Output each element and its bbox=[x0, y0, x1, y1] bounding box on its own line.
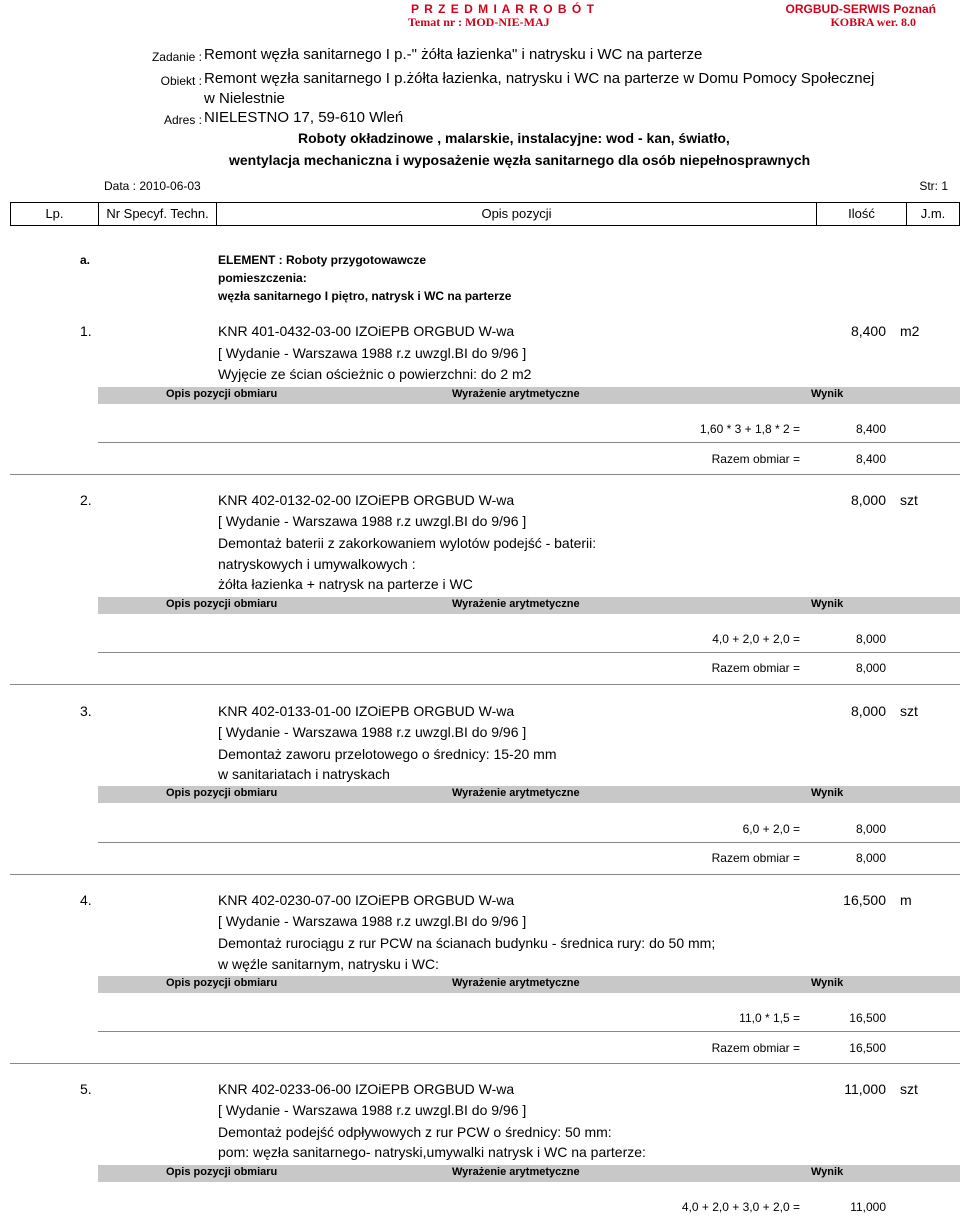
element-letter: a. bbox=[80, 253, 91, 267]
band-opis: Opis pozycji obmiaru bbox=[166, 977, 278, 989]
item-description: żółta łazienka + natrysk na parterze i WC bbox=[218, 576, 473, 592]
item-quantity: 16,500 bbox=[843, 892, 886, 908]
item-edition: [ Wydanie - Warszawa 1988 r.z uwzgl.BI do 9/96 ] bbox=[218, 513, 527, 529]
item-description: pom: węzła sanitarnego- natryski,umywalki natrysk i WC na parterze: bbox=[218, 1144, 646, 1160]
divider bbox=[10, 874, 960, 875]
item-number: 3. bbox=[80, 703, 92, 719]
item-description: Wyjęcie ze ścian ościeżnic o powierzchni: do 2 m2 bbox=[218, 366, 532, 382]
razem-value: 8,400 bbox=[855, 452, 886, 466]
item-quantity: 8,400 bbox=[850, 323, 886, 339]
band-opis: Opis pozycji obmiaru bbox=[166, 787, 278, 799]
obiekt-label: Obiekt : bbox=[160, 74, 202, 88]
divider bbox=[10, 684, 960, 685]
band-opis: Opis pozycji obmiaru bbox=[166, 1166, 278, 1178]
col-nr-specyf: Nr Specyf. Techn. bbox=[99, 203, 217, 225]
measurement-header-band bbox=[98, 976, 960, 993]
item-unit: szt bbox=[900, 1081, 918, 1097]
program-title: P R Z E D M I A R R O B Ó T bbox=[411, 2, 595, 16]
item-edition: [ Wydanie - Warszawa 1988 r.z uwzgl.BI do 9/96 ] bbox=[218, 913, 527, 929]
measurement-result: 16,500 bbox=[849, 1011, 886, 1025]
item-edition: [ Wydanie - Warszawa 1988 r.z uwzgl.BI do 9/96 ] bbox=[218, 724, 527, 740]
item-unit: szt bbox=[900, 703, 918, 719]
item-unit: m bbox=[900, 892, 912, 908]
razem-value: 8,000 bbox=[855, 661, 886, 675]
col-lp: Lp. bbox=[11, 203, 99, 225]
measurement-result: 8,000 bbox=[855, 632, 886, 646]
item-number: 1. bbox=[80, 323, 92, 339]
razem-value: 8,000 bbox=[855, 851, 886, 865]
item-quantity: 8,000 bbox=[850, 492, 886, 508]
band-wyrazenie: Wyrażenie arytmetyczne bbox=[452, 977, 580, 989]
item-number: 2. bbox=[80, 492, 92, 508]
item-unit: m2 bbox=[900, 323, 920, 339]
item-unit: szt bbox=[900, 492, 918, 508]
razem-label: Razem obmiar = bbox=[711, 661, 800, 675]
company-name: ORGBUD-SERWIS Poznań bbox=[785, 2, 936, 16]
band-wynik: Wynik bbox=[811, 1166, 844, 1178]
zadanie-label: Zadanie : bbox=[151, 50, 202, 64]
item-code: KNR 402-0132-02-00 IZOiEPB ORGBUD W-wa bbox=[218, 492, 515, 508]
measurement-expression: 6,0 + 2,0 = bbox=[742, 822, 800, 836]
item-code: KNR 402-0133-01-00 IZOiEPB ORGBUD W-wa bbox=[218, 703, 515, 719]
item-description: Demontaż rurociągu z rur PCW na ścianach budynku - średnica rury: do 50 mm; bbox=[218, 935, 716, 951]
measurement-result: 11,000 bbox=[850, 1200, 886, 1214]
divider bbox=[98, 442, 960, 443]
divider bbox=[98, 1031, 960, 1032]
item-description: w węźle sanitarnym, natrysku i WC: bbox=[218, 956, 439, 972]
roboty-title-2: wentylacja mechaniczna i wyposażenie węzła sanitarnego dla osób niepełnosprawnych bbox=[229, 152, 811, 168]
band-wynik: Wynik bbox=[811, 787, 844, 799]
element-rooms-label: pomieszczenia: bbox=[218, 271, 307, 285]
obiekt-value-1: Remont węzła sanitarnego I p.żółta łazienka, natrysku i WC na parterze w Domu Pomocy Społecznej bbox=[204, 70, 875, 87]
measurement-result: 8,000 bbox=[855, 822, 886, 836]
band-opis: Opis pozycji obmiaru bbox=[166, 598, 278, 610]
measurement-result: 8,400 bbox=[855, 422, 886, 436]
item-number: 4. bbox=[80, 892, 92, 908]
razem-value: 16,500 bbox=[849, 1041, 886, 1055]
band-wyrazenie: Wyrażenie arytmetyczne bbox=[452, 598, 580, 610]
template-line: Temat nr : MOD-NIE-MAJ bbox=[408, 15, 550, 29]
item-description: Demontaż podejść odpływowych z rur PCW o średnicy: 50 mm: bbox=[218, 1124, 612, 1140]
razem-label: Razem obmiar = bbox=[711, 1041, 800, 1055]
measurement-header-band bbox=[98, 597, 960, 614]
measurement-expression: 4,0 + 2,0 + 3,0 + 2,0 = bbox=[681, 1200, 800, 1214]
item-code: KNR 402-0233-06-00 IZOiEPB ORGBUD W-wa bbox=[218, 1081, 515, 1097]
item-description: w sanitariatach i natryskach bbox=[218, 766, 390, 782]
measurement-header-band bbox=[98, 1165, 960, 1182]
band-opis: Opis pozycji obmiaru bbox=[166, 388, 278, 400]
measurement-header-band bbox=[98, 786, 960, 803]
razem-label: Razem obmiar = bbox=[711, 851, 800, 865]
program-version: KOBRA wer. 8.0 bbox=[830, 15, 916, 29]
page-number: Str: 1 bbox=[919, 179, 948, 193]
measurement-expression: 1,60 * 3 + 1,8 * 2 = bbox=[699, 422, 800, 436]
band-wyrazenie: Wyrażenie arytmetyczne bbox=[452, 1166, 580, 1178]
item-quantity: 8,000 bbox=[850, 703, 886, 719]
obiekt-value-2: w Nielestnie bbox=[204, 90, 285, 107]
divider bbox=[10, 474, 960, 475]
adres-value: NIELESTNO 17, 59-610 Wleń bbox=[204, 109, 404, 126]
divider bbox=[98, 842, 960, 843]
col-opis-pozycji: Opis pozycji bbox=[217, 203, 817, 225]
item-quantity: 11,000 bbox=[844, 1081, 886, 1097]
razem-label: Razem obmiar = bbox=[711, 452, 800, 466]
item-edition: [ Wydanie - Warszawa 1988 r.z uwzgl.BI do 9/96 ] bbox=[218, 345, 527, 361]
item-code: KNR 402-0230-07-00 IZOiEPB ORGBUD W-wa bbox=[218, 892, 515, 908]
document-date: Data : 2010-06-03 bbox=[104, 179, 201, 193]
band-wyrazenie: Wyrażenie arytmetyczne bbox=[452, 787, 580, 799]
column-header-row bbox=[10, 202, 960, 226]
zadanie-value: Remont węzła sanitarnego I p.-" żółta łazienka" i natrysku i WC na parterze bbox=[204, 46, 703, 63]
col-jm: J.m. bbox=[920, 206, 946, 221]
element-rooms: węzła sanitarnego I piętro, natrysk i WC na parterze bbox=[218, 289, 512, 303]
item-code: KNR 401-0432-03-00 IZOiEPB ORGBUD W-wa bbox=[218, 323, 515, 339]
adres-label: Adres : bbox=[163, 113, 202, 127]
measurement-header-band bbox=[98, 387, 960, 404]
item-edition: [ Wydanie - Warszawa 1988 r.z uwzgl.BI do 9/96 ] bbox=[218, 1102, 527, 1118]
item-description: natryskowych i umywalkowych : bbox=[218, 556, 416, 572]
item-description: Demontaż zaworu przelotowego o średnicy: 15-20 mm bbox=[218, 746, 557, 762]
element-title: ELEMENT : Roboty przygotowawcze bbox=[218, 253, 427, 267]
divider bbox=[10, 1063, 960, 1064]
measurement-expression: 11,0 * 1,5 = bbox=[739, 1011, 800, 1025]
band-wyrazenie: Wyrażenie arytmetyczne bbox=[452, 388, 580, 400]
item-description: Demontaż baterii z zakorkowaniem wylotów podejść - baterii: bbox=[218, 535, 597, 551]
roboty-title-1: Roboty okładzinowe , malarskie, instalacyjne: wod - kan, światło, bbox=[298, 130, 730, 146]
item-number: 5. bbox=[80, 1081, 92, 1097]
band-wynik: Wynik bbox=[811, 388, 844, 400]
band-wynik: Wynik bbox=[811, 598, 844, 610]
divider bbox=[98, 652, 960, 653]
band-wynik: Wynik bbox=[811, 977, 844, 989]
measurement-expression: 4,0 + 2,0 + 2,0 = bbox=[712, 632, 800, 646]
col-ilosc: Ilość bbox=[817, 203, 907, 225]
